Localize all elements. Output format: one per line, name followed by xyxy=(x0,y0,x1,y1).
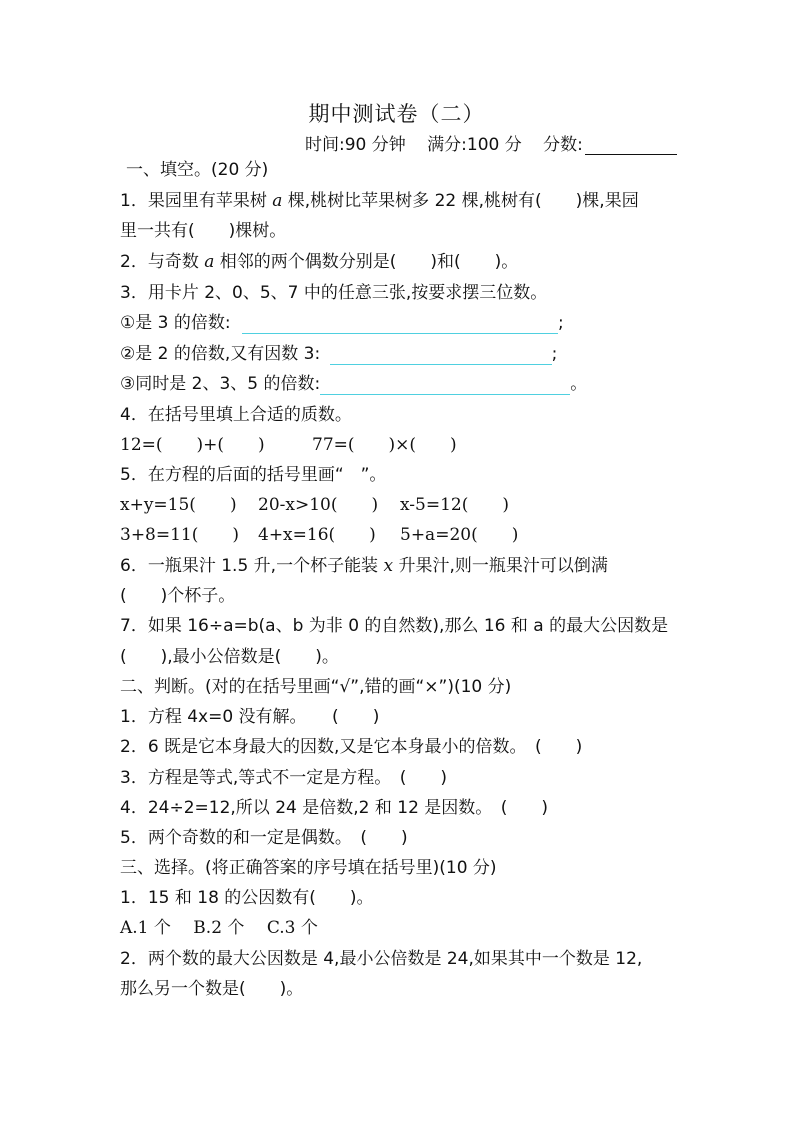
question-1-7-line2: ( ),最小公倍数是( )。 xyxy=(120,647,339,667)
question-1-3-1 xyxy=(120,312,564,334)
q3-3-end: 。 xyxy=(570,374,588,394)
exam-title: 期中测试卷（二） xyxy=(308,102,485,126)
q5-eq-1: x+y=15( ) xyxy=(120,495,237,515)
q1-var: a xyxy=(272,191,283,211)
section-1-heading: 一、填空。(20 分) xyxy=(126,160,269,180)
exam-meta xyxy=(305,130,693,155)
q6-var: x xyxy=(383,556,394,576)
q5-eq-2: 20-x>10( ) xyxy=(258,495,379,515)
exam-time: 时间:90 分钟 xyxy=(305,135,406,155)
q5-eq-5: 4+x=16( ) xyxy=(258,525,376,545)
q2-text-a: 2．与奇数 xyxy=(120,252,205,272)
judge-2: 2．6 既是它本身最大的因数,又是它本身最小的倍数。 ( ) xyxy=(120,737,583,757)
question-1-5: 5．在方程的后面的括号里画“ ”。 xyxy=(120,465,387,485)
q2-var: a xyxy=(204,252,215,272)
q4-item-b: 77=( )×( ) xyxy=(312,435,457,455)
judge-5: 5．两个奇数的和一定是偶数。 ( ) xyxy=(120,828,408,848)
section-3-heading: 三、选择。(将正确答案的序号填在括号里)(10 分) xyxy=(120,858,497,878)
q4-item-a: 12=( )+( ) xyxy=(120,435,265,455)
q3-1-answer-line[interactable] xyxy=(242,313,558,334)
q3-3-answer-line[interactable] xyxy=(320,374,570,395)
exam-full-score: 满分:100 分 xyxy=(427,135,522,155)
question-1-6-line2: ( )个杯子。 xyxy=(120,586,236,606)
question-1-2 xyxy=(120,251,518,273)
q6-text-b: 升果汁,则一瓶果汁可以倒满 xyxy=(393,556,608,576)
question-1-3-2 xyxy=(120,343,557,365)
question-1-1 xyxy=(120,190,639,212)
q5-eq-3: x-5=12( ) xyxy=(400,495,509,515)
q1-text-a: 1．果园里有苹果树 xyxy=(120,191,273,211)
choice-1-options: A.1 个 B.2 个 C.3 个 xyxy=(120,918,318,938)
q3-2-answer-line[interactable] xyxy=(330,344,552,365)
q6-text-a: 6．一瓶果汁 1.5 升,一个杯子能装 xyxy=(120,556,384,576)
question-1-3: 3．用卡片 2、0、5、7 中的任意三张,按要求摆三位数。 xyxy=(120,283,548,303)
q3-2-label: ②是 2 的倍数,又有因数 3: xyxy=(120,344,321,364)
score-label: 分数: xyxy=(543,135,583,155)
choice-2-line2: 那么另一个数是( )。 xyxy=(120,979,304,999)
q3-3-label: ③同时是 2、3、5 的倍数: xyxy=(120,374,321,394)
q2-text-b: 相邻的两个偶数分别是( )和( )。 xyxy=(214,252,519,272)
judge-4: 4．24÷2=12,所以 24 是倍数,2 和 12 是因数。 ( ) xyxy=(120,798,549,818)
q3-1-label: ①是 3 的倍数: xyxy=(120,313,231,333)
q5-eq-4: 3+8=11( ) xyxy=(120,525,240,545)
judge-1: 1．方程 4x=0 没有解。 ( ) xyxy=(120,707,380,727)
question-1-5-row1 xyxy=(120,494,640,516)
q5-eq-6: 5+a=20( ) xyxy=(400,525,519,545)
choice-2: 2．两个数的最大公因数是 4,最小公倍数是 24,如果其中一个数是 12, xyxy=(120,949,643,969)
question-1-1-line2: 里一共有( )棵树。 xyxy=(120,221,287,241)
q3-1-end: ; xyxy=(558,313,564,333)
question-1-4: 4．在括号里填上合适的质数。 xyxy=(120,405,352,425)
question-1-7: 7．如果 16÷a=b(a、b 为非 0 的自然数),那么 16 和 a 的最大公因数是 xyxy=(120,616,669,636)
question-1-4-items xyxy=(120,434,640,456)
q1-text-b: 棵,桃树比苹果树多 22 棵,桃树有( )棵,果园 xyxy=(282,191,639,211)
choice-1: 1．15 和 18 的公因数有( )。 xyxy=(120,888,374,908)
score-blank[interactable] xyxy=(585,136,677,155)
judge-3: 3．方程是等式,等式不一定是方程。 ( ) xyxy=(120,768,447,788)
q3-2-end: ; xyxy=(551,344,558,364)
question-1-6 xyxy=(120,555,608,577)
question-1-5-row2 xyxy=(120,524,640,546)
section-2-heading: 二、判断。(对的在括号里画“√”,错的画“×”)(10 分) xyxy=(120,677,512,697)
question-1-3-3 xyxy=(120,373,587,395)
